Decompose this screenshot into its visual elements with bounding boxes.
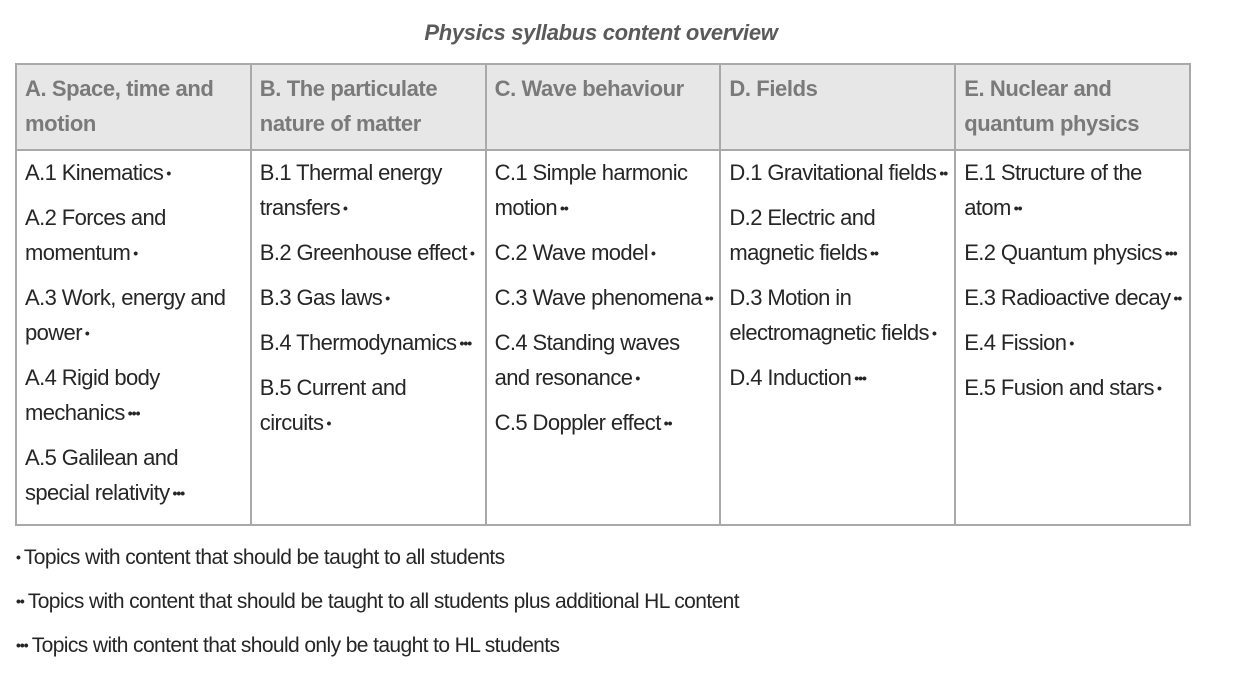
topic-item (25, 155, 244, 191)
level-marker: ••• (854, 370, 866, 386)
topic-label: D.4 Induction (729, 365, 852, 390)
legend-item-hl-only (16, 628, 739, 672)
legend-text: Topics with content that should only be taught to HL students (31, 634, 560, 657)
topic-item (729, 155, 948, 191)
column-d-topics (720, 150, 955, 525)
topic-item (25, 280, 244, 351)
topic-item (25, 440, 244, 511)
topic-label: A.1 Kinematics (25, 160, 164, 185)
topic-label: A.4 Rigid body mechanics (25, 365, 160, 425)
header-wave-behaviour: C. Wave behaviour (486, 64, 721, 150)
header-fields: D. Fields (720, 64, 955, 150)
triple-dot-marker: ••• (16, 637, 28, 653)
level-marker: • (651, 245, 655, 261)
syllabus-table (15, 63, 1191, 526)
topic-label: A.2 Forces and momentum (25, 205, 166, 265)
topic-label: B.2 Greenhouse effect (259, 240, 467, 265)
legend-item-all-plus-hl (16, 584, 739, 628)
level-marker: • (931, 325, 936, 341)
topic-label: D.2 Electric and magnetic fields (729, 205, 876, 265)
topic-label: E.3 Radioactive decay (964, 285, 1171, 310)
header-nuclear-quantum: E. Nuclear and quantum physics (955, 64, 1190, 150)
topic-label: C.3 Wave phenomena (494, 285, 702, 310)
topic-item (964, 155, 1183, 226)
level-marker: • (635, 370, 640, 386)
level-marker: • (326, 415, 331, 431)
level-marker: • (1069, 335, 1074, 351)
legend-item-all-students (16, 540, 739, 584)
topic-item (25, 360, 244, 431)
level-marker: • (469, 245, 474, 261)
topic-label: C.4 Standing waves and resonance (494, 330, 680, 390)
level-marker: • (84, 325, 89, 341)
topic-label: E.2 Quantum physics (964, 240, 1162, 265)
single-dot-marker: • (16, 549, 20, 565)
topic-label: A.3 Work, energy and power (25, 285, 226, 345)
topic-item (260, 155, 479, 226)
level-marker: • (133, 245, 138, 261)
level-marker: •• (663, 415, 672, 431)
topic-label: D.1 Gravitational fields (729, 160, 937, 185)
level-marker: •• (1013, 200, 1022, 216)
topics-row (16, 150, 1190, 525)
level-marker: •• (870, 245, 878, 261)
level-marker: ••• (459, 335, 472, 351)
topic-label: C.2 Wave model (494, 240, 648, 265)
topic-label: C.1 Simple harmonic motion (494, 160, 688, 220)
legend-text: Topics with content that should be taught to all students plus additional HL content (27, 590, 739, 613)
topic-label: B.1 Thermal energy transfers (259, 160, 442, 220)
header-space-time-motion: A. Space, time and motion (16, 64, 251, 150)
topic-item (964, 325, 1183, 361)
level-marker: •• (560, 200, 568, 216)
topic-item (964, 235, 1183, 271)
topic-item (495, 325, 714, 396)
topic-label: A.5 Galilean and special relativity (25, 445, 179, 505)
level-marker: ••• (172, 485, 185, 501)
legend (16, 540, 739, 672)
topic-item (495, 235, 714, 271)
topic-label: C.5 Doppler effect (494, 410, 661, 435)
topic-label: B.4 Thermodynamics (259, 330, 457, 355)
topic-item (495, 405, 714, 441)
legend-text: Topics with content that should be taught to all students (23, 546, 505, 569)
level-marker: • (385, 290, 390, 306)
topic-item (729, 280, 948, 351)
level-marker: •• (704, 290, 713, 306)
level-marker: • (1156, 380, 1161, 396)
topic-item (964, 280, 1183, 316)
topic-item (260, 280, 479, 316)
header-particulate-matter: B. The particulate nature of matter (251, 64, 486, 150)
topic-item (729, 200, 948, 271)
level-marker: •• (1173, 290, 1182, 306)
column-c-topics (486, 150, 721, 525)
level-marker: •• (939, 165, 948, 181)
topic-label: E.1 Structure of the atom (964, 160, 1142, 220)
topic-item (260, 325, 479, 361)
topic-item (25, 200, 244, 271)
column-a-topics (16, 150, 251, 525)
topic-label: B.3 Gas laws (259, 285, 383, 310)
level-marker: ••• (1164, 245, 1177, 261)
level-marker: ••• (127, 405, 140, 421)
topic-item (260, 370, 479, 441)
topic-label: B.5 Current and circuits (259, 375, 407, 435)
topic-item (964, 370, 1183, 406)
level-marker: • (166, 165, 171, 181)
topic-item (729, 360, 948, 396)
topic-item (260, 235, 479, 271)
topic-label: D.3 Motion in electromagnetic fields (729, 285, 929, 345)
double-dot-marker: •• (16, 593, 24, 609)
topic-item (495, 155, 714, 226)
header-row (16, 64, 1190, 150)
topic-label: E.4 Fission (964, 330, 1067, 355)
column-b-topics (251, 150, 486, 525)
column-e-topics (955, 150, 1190, 525)
table-caption: Physics syllabus content overview (424, 20, 778, 45)
level-marker: • (342, 200, 347, 216)
topic-item (495, 280, 714, 316)
topic-label: E.5 Fusion and stars (964, 375, 1154, 400)
